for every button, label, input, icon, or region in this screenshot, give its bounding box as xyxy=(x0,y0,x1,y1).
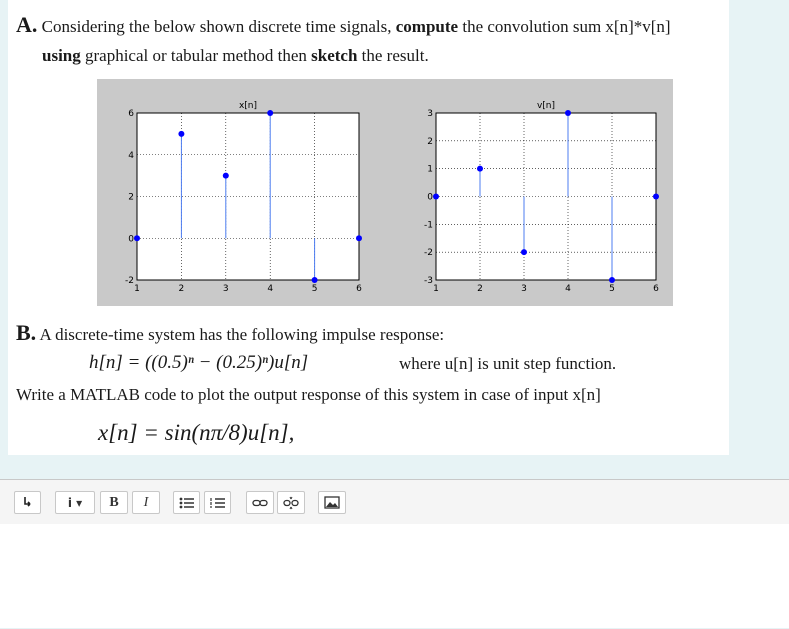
link-icon[interactable] xyxy=(246,491,274,514)
x-tick-label: 3 xyxy=(222,284,229,294)
y-tick-label: -3 xyxy=(424,276,433,286)
matlab-task: Write a MATLAB code to plot the output response of this system in case of input x[n] xyxy=(16,385,601,404)
x-tick-label: 2 xyxy=(477,284,483,294)
y-tick-label: 6 xyxy=(128,109,134,119)
stem-marker xyxy=(178,131,184,137)
x-tick-label: 1 xyxy=(134,284,140,294)
answer-editor[interactable] xyxy=(0,524,789,628)
sketch-keyword: sketch xyxy=(311,46,358,65)
stem-marker xyxy=(609,277,615,283)
part-a-text: Considering the below shown discrete time signals, xyxy=(37,17,396,36)
x-tick-label: 1 xyxy=(433,284,439,294)
question-panel xyxy=(8,0,729,455)
paragraph-icon[interactable] xyxy=(14,491,41,514)
part-b-line-1 xyxy=(16,320,444,346)
editor-toolbar xyxy=(0,479,789,525)
stem-plots-svg xyxy=(97,79,673,306)
stem-marker xyxy=(134,235,140,241)
italic-button[interactable]: I xyxy=(132,491,160,514)
x-tick-label: 6 xyxy=(356,284,362,294)
x-tick-label: 5 xyxy=(609,284,615,294)
part-a-label: A. xyxy=(16,12,38,37)
compute-keyword: compute xyxy=(395,17,459,36)
unit-step-note: where u[n] is unit step function. xyxy=(399,354,617,373)
y-tick-label: -2 xyxy=(424,248,433,259)
info-button[interactable]: i ▾ xyxy=(55,491,95,514)
part-a-text: graphical or tabular method then xyxy=(80,46,312,65)
y-tick-label: -1 xyxy=(424,220,433,231)
x-tick-label: 6 xyxy=(653,284,659,294)
y-tick-label: 1 xyxy=(427,164,433,175)
x-tick-label: 4 xyxy=(267,284,274,294)
impulse-response-formula: h[n] = ((0.5)ⁿ − (0.25)ⁿ)u[n] xyxy=(89,352,309,373)
x-tick-label: 2 xyxy=(178,284,185,294)
x-tick-label: 3 xyxy=(521,284,527,294)
input-signal-formula: x[n] = sin(nπ/8)u[n], xyxy=(98,420,295,445)
stem-marker xyxy=(356,235,362,241)
stem-marker xyxy=(312,277,318,283)
y-tick-label: 2 xyxy=(427,136,433,147)
bullet-list-icon[interactable] xyxy=(173,491,200,514)
stem-marker xyxy=(653,194,659,200)
image-icon[interactable] xyxy=(318,491,346,514)
x-tick-label: 4 xyxy=(565,284,571,294)
part-a-line-2 xyxy=(42,46,429,66)
plot-title: v[n] xyxy=(536,101,556,111)
x-tick-label: 5 xyxy=(311,284,318,294)
y-tick-label: -2 xyxy=(125,276,134,286)
unlink-icon[interactable] xyxy=(277,491,305,514)
y-tick-label: 0 xyxy=(427,192,433,203)
using-keyword: using xyxy=(42,46,81,65)
bold-button[interactable]: B xyxy=(100,491,128,514)
y-tick-label: 2 xyxy=(128,192,134,203)
signal-plots xyxy=(97,79,673,306)
stem-marker xyxy=(433,194,439,200)
numbered-list-icon[interactable] xyxy=(204,491,231,514)
y-tick-label: 4 xyxy=(128,150,134,161)
y-tick-label: 0 xyxy=(128,234,134,245)
stem-marker xyxy=(223,173,229,179)
part-b-label: B. xyxy=(16,320,37,345)
part-a-line-1 xyxy=(16,12,671,38)
plot-title: x[n] xyxy=(238,101,258,111)
stem-marker xyxy=(521,249,527,255)
stem-marker xyxy=(267,110,273,116)
y-tick-label: 3 xyxy=(427,109,433,119)
stem-marker xyxy=(565,110,571,116)
part-a-text: the result. xyxy=(357,46,429,65)
stem-marker xyxy=(477,166,483,172)
part-b-text: A discrete-time system has the following impulse response: xyxy=(36,325,445,344)
part-a-text: the convolution sum x[n]*v[n] xyxy=(458,17,671,36)
